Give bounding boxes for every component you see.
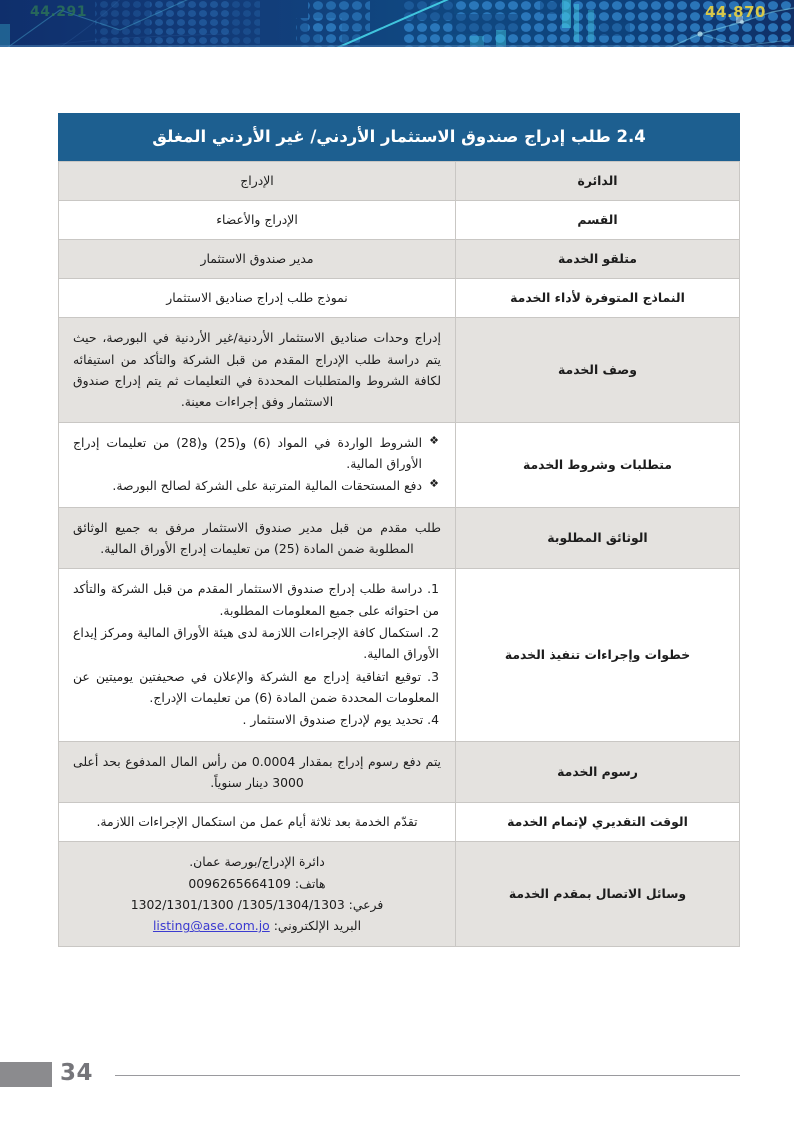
table-row (59, 422, 740, 507)
table-row (59, 741, 740, 803)
table-row (59, 803, 740, 842)
list-item: ❖ الشروط الواردة في المواد (6) و(25) و(28) من تعليمات إدراج الأوراق المالية. (73, 432, 439, 475)
contact-ext: فرعي: 1305/1304/1303/ 1302/1301/1300 (130, 897, 384, 913)
list-item: 1. دراسة طلب إدراج صندوق الاستثمار المقدم من قبل الشركة والتأكد من احتوائه على جميع المعلومات المطلوبة. (73, 581, 439, 618)
service-details-table (58, 113, 740, 947)
banner-graphic (0, 0, 794, 47)
list-item: 2. استكمال كافة الإجراءات اللازمة لدى هيئة الأوراق المالية ومركز إيداع الأوراق المالية. (73, 624, 439, 662)
steps-list (73, 578, 441, 730)
page-footer (0, 1062, 794, 1102)
service-fees-text: يتم دفع رسوم إدراج بمقدار 0.0004 من رأس المال المدفوع بحد أعلى 3000 دينار سنوياً. (73, 753, 442, 790)
row-value-description (59, 318, 456, 422)
list-item: ❖ دفع المستحقات المالية المترتبة على الشركة لصالح البورصة. (73, 475, 439, 496)
row-value-department: الإدراج (59, 162, 456, 201)
table-row (59, 240, 740, 279)
row-label-section: القسم (456, 201, 740, 240)
table-title: 2.4 طلب إدراج صندوق الاستثمار الأردني/ غير الأردني المغلق (58, 113, 740, 161)
service-description-text: إدراج وحدات صناديق الاستثمار الأردنية/غير الأردنية في البورصة، حيث يتم دراسة طلب الإدراج المقدم من قبل الشركة والتأكد من استيفائه لكافة الشروط والمتطلبات المحددة في التعليمات ثم يتم إدراج صندوق الاستثمار وفق إجراءات معينة. (73, 330, 441, 410)
contact-details (73, 851, 441, 936)
row-label-documents: الوثائق المطلوبة (456, 507, 740, 569)
row-label-description: وصف الخدمة (456, 318, 740, 422)
row-label-forms: النماذج المتوفرة لأداء الخدمة (456, 279, 740, 318)
banner-number-left: 44.291 (30, 4, 88, 20)
table-row (59, 842, 740, 946)
row-value-service-receivers: مدير صندوق الاستثمار (59, 240, 456, 279)
table-row (59, 318, 740, 422)
row-value-section: الإدراج والأعضاء (59, 201, 456, 240)
page-header-banner (0, 0, 794, 47)
contact-phone: هاتف: 0096265664109 (188, 875, 326, 891)
table-row (59, 279, 740, 318)
required-documents-text: طلب مقدم من قبل مدير صندوق الاستثمار مرفق به جميع الوثائق المطلوبة ضمن المادة (25) من تعليمات إدراج الأوراق المالية. (73, 519, 441, 556)
row-label-contact: وسائل الاتصال بمقدم الخدمة (456, 842, 740, 946)
footer-divider (115, 1075, 740, 1076)
contact-email-label: البريد الإلكتروني: (273, 918, 362, 934)
row-value-estimated-time: تقدّم الخدمة بعد ثلاثة أيام عمل من استكمال الإجراءات اللازمة. (59, 803, 456, 842)
table-row (59, 569, 740, 741)
table-body (59, 162, 740, 947)
row-value-fees (59, 741, 456, 803)
banner-number-right: 44.870 (705, 3, 766, 21)
table-row (59, 201, 740, 240)
requirements-list (73, 432, 441, 497)
contact-email-line (73, 915, 441, 936)
banner-underline (0, 45, 794, 47)
page-number: 34 (60, 1060, 94, 1086)
row-label-requirements: متطلبات وشروط الخدمة (456, 422, 740, 507)
contact-address: دائرة الإدراج/بورصة عمان. (189, 854, 325, 870)
footer-accent-block (0, 1062, 52, 1087)
table-row (59, 162, 740, 201)
contact-email-link[interactable]: listing@ase.com.jo (152, 918, 270, 934)
list-item: 4. تحديد يوم لإدراج صندوق الاستثمار . (242, 712, 439, 728)
row-value-requirements (59, 422, 456, 507)
row-label-fees: رسوم الخدمة (456, 741, 740, 803)
row-value-forms: نموذج طلب إدراج صناديق الاستثمار (59, 279, 456, 318)
row-value-contact (59, 842, 456, 946)
row-label-department: الدائرة (456, 162, 740, 201)
row-label-service-receivers: متلقو الخدمة (456, 240, 740, 279)
row-value-documents (59, 507, 456, 569)
row-label-steps: خطوات وإجراءات تنفيذ الخدمة (456, 569, 740, 741)
table-row (59, 507, 740, 569)
row-label-estimated-time: الوقت التقديري لإتمام الخدمة (456, 803, 740, 842)
row-value-steps (59, 569, 456, 741)
list-item: 3. توقيع اتفاقية إدراج مع الشركة والإعلان في صحيفتين يوميتين عن المعلومات المحددة ضمن المادة (6) من تعليمات الإدراج. (73, 668, 439, 705)
